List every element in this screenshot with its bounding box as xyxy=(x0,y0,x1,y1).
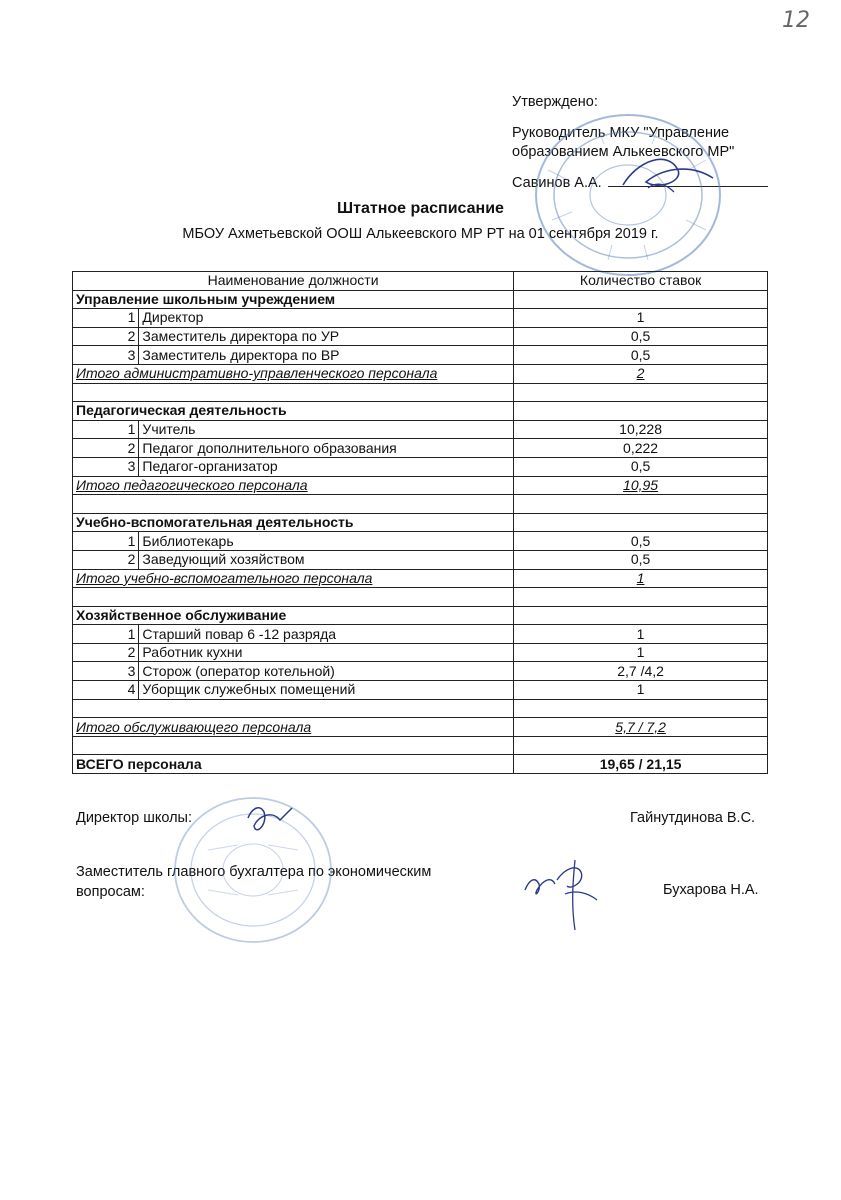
accountant-signature xyxy=(515,850,615,940)
table-row xyxy=(73,662,768,681)
subtotal-label: Итого учебно-вспомогательного персонала xyxy=(76,569,373,586)
row-number: 3 xyxy=(73,346,139,365)
rate-value: 0,5 xyxy=(514,532,768,551)
table-row xyxy=(73,346,768,365)
table-row xyxy=(73,457,768,476)
rate-value: 0,222 xyxy=(514,439,768,458)
table-row xyxy=(73,439,768,458)
rate-value: 0,5 xyxy=(514,550,768,569)
approval-block xyxy=(512,93,768,193)
row-number: 1 xyxy=(73,309,139,328)
approver-role-line1: Руководитель МКУ "Управление xyxy=(512,125,730,141)
section-title: Педагогическая деятельность xyxy=(73,402,514,421)
row-number: 1 xyxy=(73,625,139,644)
approver-signature-line xyxy=(512,174,768,193)
table-row xyxy=(73,625,768,644)
document-title: Штатное расписание xyxy=(337,200,504,217)
subtotal-row xyxy=(73,569,768,588)
rate-value: 1 xyxy=(514,309,768,328)
row-number: 4 xyxy=(73,681,139,700)
empty-row xyxy=(73,588,768,607)
position-name: Учитель xyxy=(139,420,514,439)
grand-total-row xyxy=(73,755,768,774)
position-name: Педагог дополнительного образования xyxy=(139,439,514,458)
row-number: 2 xyxy=(73,439,139,458)
rate-value: 10,228 xyxy=(514,420,768,439)
subtotal-value: 10,95 xyxy=(623,476,659,493)
subtotal-label: Итого обслуживающего персонала xyxy=(76,718,312,735)
subtotal-row xyxy=(73,476,768,495)
position-name: Работник кухни xyxy=(139,643,514,662)
row-number: 3 xyxy=(73,662,139,681)
director-label: Директор школы: xyxy=(76,810,192,826)
document-subtitle: МБОУ Ахметьевской ООШ Алькеевского МР РТ на 01 сентября 2019 г. xyxy=(182,226,659,242)
table-row xyxy=(73,550,768,569)
rate-value: 0,5 xyxy=(514,346,768,365)
rate-value: 2,7 /4,2 xyxy=(514,662,768,681)
empty-row xyxy=(73,736,768,755)
empty-row xyxy=(73,699,768,718)
position-name: Сторож (оператор котельной) xyxy=(139,662,514,681)
rate-value: 1 xyxy=(514,643,768,662)
director-name: Гайнутдинова В.С. xyxy=(630,810,756,826)
table-row xyxy=(73,420,768,439)
table-row xyxy=(73,643,768,662)
accountant-label xyxy=(76,862,431,902)
approval-label: Утверждено: xyxy=(512,94,598,110)
position-name: Старший повар 6 -12 разряда xyxy=(139,625,514,644)
accountant-name: Бухарова Н.А. xyxy=(663,882,759,898)
approver-name: Савинов А.А. xyxy=(512,175,602,191)
table-row xyxy=(73,309,768,328)
section-row xyxy=(73,290,768,309)
header-position: Наименование должности xyxy=(73,272,514,291)
rate-value: 1 xyxy=(514,625,768,644)
accountant-label-line1: Заместитель главного бухгалтера по экономическим xyxy=(76,864,432,880)
section-title: Хозяйственное обслуживание xyxy=(73,606,514,625)
row-number: 1 xyxy=(73,532,139,551)
subtotal-row xyxy=(73,718,768,737)
accountant-label-line2: вопросам: xyxy=(76,884,145,900)
row-number: 3 xyxy=(73,457,139,476)
subtotal-label: Итого педагогического персонала xyxy=(76,476,308,493)
header-rate: Количество ставок xyxy=(514,272,768,291)
section-row xyxy=(73,402,768,421)
section-title: Учебно-вспомогательная деятельность xyxy=(73,513,514,532)
position-name: Библиотекарь xyxy=(139,532,514,551)
table-row xyxy=(73,681,768,700)
approver-role-line2: образованием Алькеевского МР" xyxy=(512,144,735,160)
subtotal-value: 1 xyxy=(636,569,645,586)
row-number: 2 xyxy=(73,327,139,346)
row-number: 2 xyxy=(73,550,139,569)
position-name: Заместитель директора по УР xyxy=(139,327,514,346)
table-row xyxy=(73,532,768,551)
subtotal-row xyxy=(73,364,768,383)
rate-value: 0,5 xyxy=(514,457,768,476)
section-title: Управление школьным учреждением xyxy=(73,290,514,309)
row-number: 2 xyxy=(73,643,139,662)
grand-total-value: 19,65 / 21,15 xyxy=(514,755,768,774)
table-header-row xyxy=(73,272,768,291)
position-name: Педагог-организатор xyxy=(139,457,514,476)
subtotal-value: 2 xyxy=(636,365,645,382)
grand-total-label: ВСЕГО персонала xyxy=(73,755,514,774)
rate-value: 0,5 xyxy=(514,327,768,346)
position-name: Заместитель директора по ВР xyxy=(139,346,514,365)
row-number: 1 xyxy=(73,420,139,439)
staff-table xyxy=(72,271,768,774)
empty-row xyxy=(73,495,768,514)
section-row xyxy=(73,513,768,532)
position-name: Уборщик служебных помещений xyxy=(139,681,514,700)
subtotal-value: 5,7 / 7,2 xyxy=(615,718,666,735)
position-name: Заведующий хозяйством xyxy=(139,550,514,569)
table-row xyxy=(73,327,768,346)
position-name: Директор xyxy=(139,309,514,328)
signature-underline xyxy=(608,186,768,187)
rate-value: 1 xyxy=(514,681,768,700)
page-number: 12 xyxy=(782,8,810,33)
subtotal-label: Итого административно-управленческого персонала xyxy=(76,365,438,382)
empty-row xyxy=(73,383,768,402)
section-row xyxy=(73,606,768,625)
